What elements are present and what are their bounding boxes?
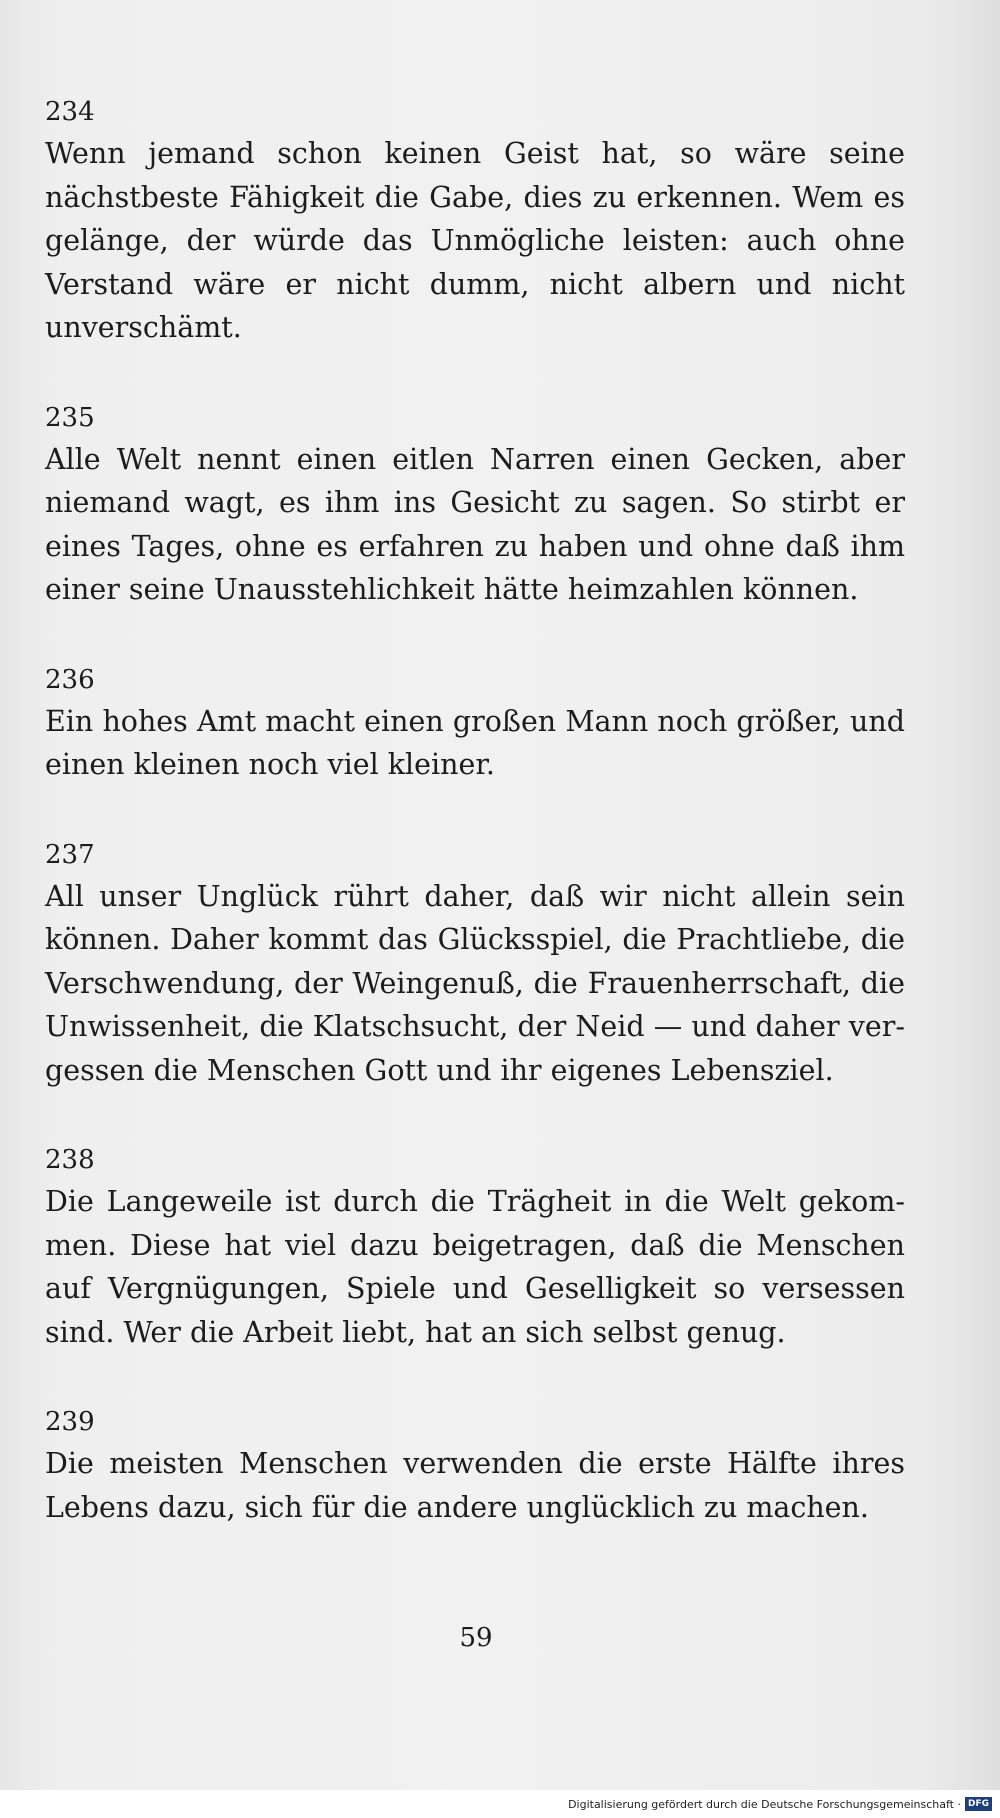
aphorism-239 [45, 1402, 905, 1529]
aphorism-236 [45, 660, 905, 787]
page-number: 59 [459, 1623, 493, 1653]
aphorism-235 [45, 398, 905, 612]
aphorism-number: 238 [45, 1145, 95, 1175]
aphorism-number: 234 [45, 97, 95, 127]
aphorism-237 [45, 835, 905, 1093]
digitization-credit [568, 1794, 992, 1814]
page-content [45, 92, 905, 1529]
dfg-logo: DFG [965, 1797, 992, 1811]
aphorism-number: 239 [45, 1407, 95, 1437]
aphorism-text: Wenn jemand schon keinen Geist hat, so wäre seine nächstbeste Fähigkeit die Gabe, dies zu erkennen. Wem es gelänge, der würde das Unmögliche leisten: auch ohne Verstand wäre er nicht dumm, nicht albern und nicht unverschämt. [45, 137, 905, 344]
aphorism-text: Die Langeweile ist durch die Trägheit in die Welt gekommen. Diese hat viel dazu beigetragen, daß die Menschen auf Vergnügungen, Spiele und Geselligkeit so versessen sind. Wer die Arbeit liebt, hat an sich selbst genug. [45, 1185, 905, 1349]
aphorism-text: Die meisten Menschen verwenden die erste Hälfte ihres Lebens dazu, sich für die andere unglücklich zu machen. [45, 1447, 905, 1524]
aphorism-number: 236 [45, 664, 95, 695]
aphorism-234 [45, 92, 905, 350]
aphorism-text: All unser Unglück rührt daher, daß wir nicht allein sein können. Daher kommt das Glücksspiel, die Prachtliebe, die Verschwendung, der Weingenuß, die Frauenherrschaft, die Unwissenheit, die Klatschsucht, der Neid — und daher vergessen die Menschen Gott und ihr eigenes Lebensziel. [45, 879, 905, 1087]
credit-text: Digitalisierung gefördert durch die Deutsche Forschungsgemeinschaft · [568, 1797, 961, 1811]
aphorism-238 [45, 1140, 905, 1354]
aphorism-text: Ein hohes Amt macht einen großen Mann noch größer, und einen kleinen noch viel kleiner. [45, 704, 905, 781]
aphorism-number: 237 [45, 839, 95, 870]
aphorism-text: Alle Welt nennt einen eitlen Narren einen Gecken, aber niemand wagt, es ihm ins Gesicht zu sagen. So stirbt er eines Tages, ohne es erfahren zu haben und ohne daß ihm einer seine Unausstehlichkeit hätte heimzahlen können. [45, 442, 905, 606]
aphorism-number: 235 [45, 402, 95, 433]
